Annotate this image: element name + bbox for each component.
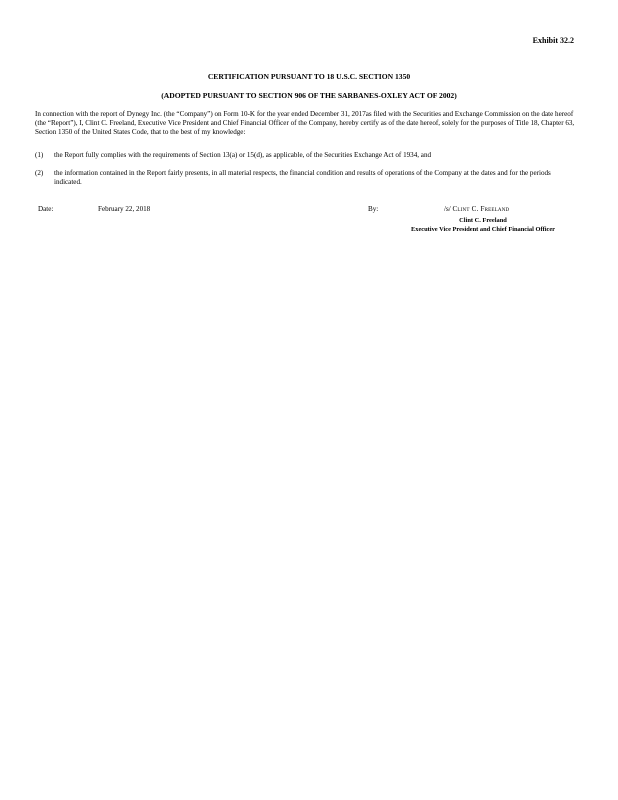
certification-heading: CERTIFICATION PURSUANT TO 18 U.S.C. SECTION 1350 bbox=[207, 72, 411, 81]
signer-name: Clint C. Freeland bbox=[459, 217, 507, 224]
date-value: February 22, 2018 bbox=[98, 205, 151, 213]
list-item-number: (1) bbox=[35, 151, 44, 159]
list-item-text: the Report fully complies with the requirements of Section 13(a) or 15(d), as applicable, of the Securities Exchange Act of 1934, and bbox=[54, 151, 432, 159]
intro-paragraph: In connection with the report of Dynegy Inc. (the “Company”) on Form 10-K for the year ended December 31, 2017as filed with the Securities and Exchange Commission on the date hereof (the “Report”), I, Clint C. Freeland, Executive Vice President and Chief Financial Officer of the Company, hereby certify as of the date hereof, solely for the purposes of Title 18, Chapter 63, Section 1350 of the United States Code, that to the best of my knowledge: bbox=[35, 110, 575, 136]
signature-prefix: /s/ bbox=[444, 205, 451, 213]
signature-name: Clint C. Freeland bbox=[452, 205, 510, 213]
adoption-subheading: (ADOPTED PURSUANT TO SECTION 906 OF THE SARBANES-OXLEY ACT OF 2002) bbox=[161, 91, 457, 100]
signature-line bbox=[444, 205, 509, 213]
date-label: Date: bbox=[38, 205, 54, 213]
exhibit-label: Exhibit 32.2 bbox=[532, 36, 574, 45]
list-item-text: the information contained in the Report fairly presents, in all material respects, the financial condition and results of operations of the Company at the dates and for the periods indicated. bbox=[54, 169, 551, 186]
signer-title: Executive Vice President and Chief Financial Officer bbox=[410, 226, 555, 233]
list-item-number: (2) bbox=[35, 169, 44, 177]
by-label: By: bbox=[368, 205, 379, 213]
